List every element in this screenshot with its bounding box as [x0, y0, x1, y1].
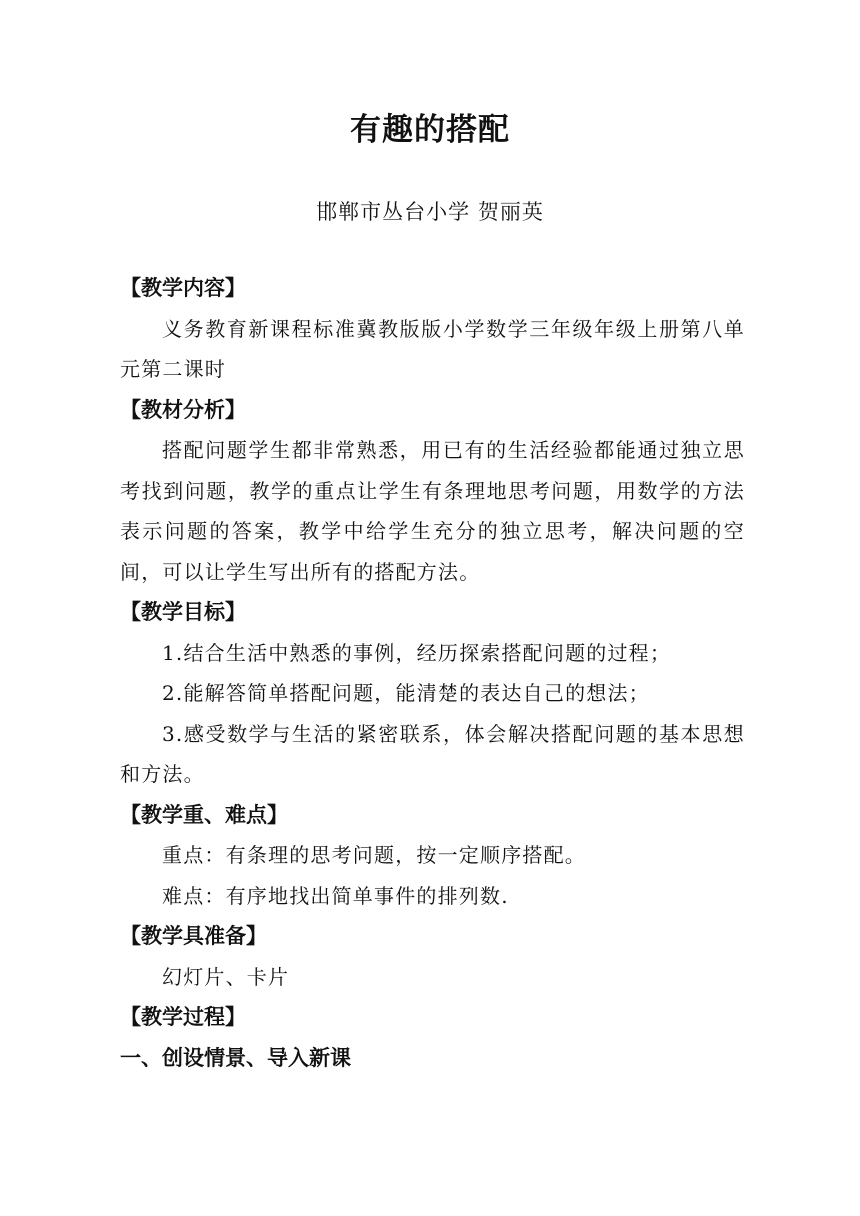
- section-heading-analysis: 【教材分析】: [120, 397, 246, 422]
- goal-item-3: 3.感受数学与生活的紧密联系，体会解决搭配问题的基本思想和方法。: [120, 721, 745, 786]
- tools-text: 幻灯片、卡片: [162, 964, 290, 989]
- section-heading-goals: 【教学目标】: [120, 600, 246, 624]
- content-paragraph: 义务教育新课程标准冀教版版小学数学三年级年级上册第八单元第二课时: [120, 316, 745, 381]
- difficult-point-text: 难点：有序地找出简单事件的排列数.: [162, 883, 509, 908]
- section-heading-tools: 【教学具准备】: [120, 924, 267, 948]
- goal-item-2: 2.能解答简单搭配问题，能清楚的表达自己的想法；: [162, 681, 650, 705]
- section-heading-content: 【教学内容】: [120, 276, 246, 300]
- analysis-paragraph: 搭配问题学生都非常熟悉，用已有的生活经验都能通过独立思考找到问题，教学的重点让学生有条理地思考问题，用数学的方法表示问题的答案，教学中给学生充分的独立思考，解决问题的空间，可以让学生写出所有的搭配方法。: [120, 438, 745, 584]
- section-heading-key-points: 【教学重、难点】: [120, 802, 288, 827]
- process-step-1-heading: 一、创设情景、导入新课: [120, 1045, 351, 1070]
- document-title: 有趣的搭配: [350, 112, 510, 148]
- author-line: 邯郸市丛台小学 贺丽英: [316, 200, 544, 224]
- document-body: [120, 268, 745, 1078]
- section-heading-process: 【教学过程】: [120, 1005, 246, 1029]
- key-point-text: 重点：有条理的思考问题，按一定顺序搭配。: [162, 843, 586, 867]
- goal-item-1: 1.结合生活中熟悉的事例，经历探索搭配问题的过程；: [162, 640, 672, 665]
